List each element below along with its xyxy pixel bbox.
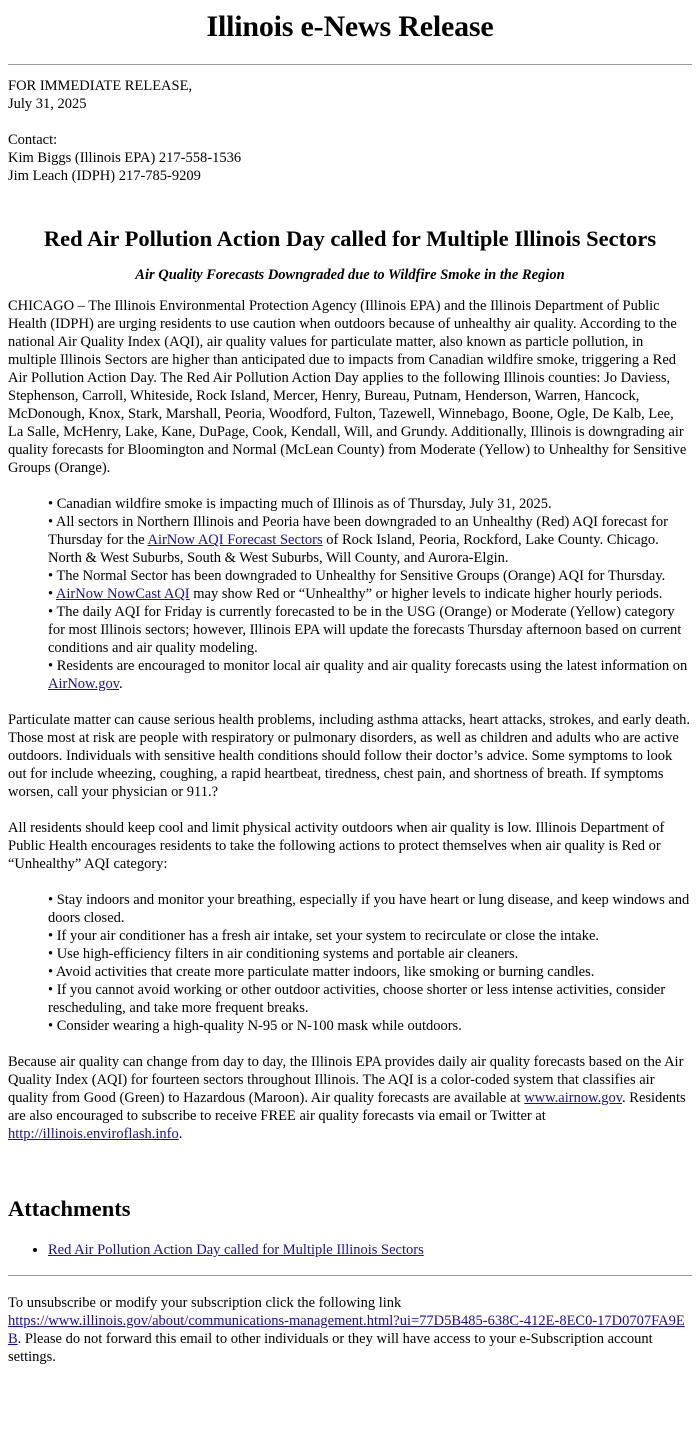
actions-paragraph: All residents should keep cool and limit physical activity outdoors when air quality is low. Illinois Department of Public Health encourages residents to take the following actions to protect themselves when air quality is Red or “Unhealthy” AQI category: [8,820,665,872]
email-body [0,8,700,1366]
list-item: • Use high-efficiency filters in air conditioning systems and portable air cleaners. [48,946,519,962]
list-item: • Canadian wildfire smoke is impacting much of Illinois as of Thursday, July 31, 2025. [48,496,552,512]
page-title: Illinois e-News Release [206,10,494,43]
unsubscribe-link[interactable]: https://www.illinois.gov/about/communications-management.html?ui=77D5B485-638C-412E-8EC0-17D0707FA9EB [8,1313,685,1347]
airnow-nowcast-link[interactable]: AirNow NowCast AQI [55,586,190,602]
list-item: • Stay indoors and monitor your breathing, especially if you have heart or lung disease, and keep windows and doors closed. [48,892,690,926]
airnow-link[interactable]: www.airnow.gov [524,1090,623,1106]
bottom-divider [8,1275,692,1276]
bullet-list-forecast [48,495,692,693]
list-item: • The daily AQI for Friday is currently forecasted to be in the USG (Orange) or Moderate (Yellow) category for most Illinois sectors; however, Illinois EPA will update the forecasts Thursday afternoon based on current conditions and air quality modeling. [48,604,682,656]
attachment-link[interactable]: Red Air Pollution Action Day called for Multiple Illinois Sectors [48,1242,424,1258]
list-item: • AirNow NowCast AQI may show Red or “Unhealthy” or higher levels to indicate higher hourly periods. [48,586,663,602]
attachments-heading: Attachments [8,1196,131,1221]
attachments-list [8,1241,692,1259]
bullet-list-actions [48,891,692,1035]
release-date: July 31, 2025 [8,96,87,112]
enviroflash-link[interactable]: http://illinois.enviroflash.info [8,1126,179,1142]
contact-label: Contact: [8,132,58,148]
list-item: • The Normal Sector has been downgraded to Unhealthy for Sensitive Groups (Orange) AQI for Thursday. [48,568,666,584]
contact-line: Kim Biggs (Illinois EPA) 217-558-1536 [8,150,242,166]
forecast-info-paragraph: Because air quality can change from day to day, the Illinois EPA provides daily air quality forecasts based on the Air Quality Index (AQI) for fourteen sectors throughout Illinois. The AQI is a color-coded system that classifies air quality from Good (Green) to Hazardous (Maroon). Air quality forecasts are available at www.airnow.gov. Residents are also encouraged to subscribe to receive FREE air quality forecasts via email or Twitter at http://illinois.enviroflash.info. [8,1054,686,1142]
list-item: • If your air conditioner has a fresh air intake, set your system to recirculate or close the intake. [48,928,600,944]
list-item: • Consider wearing a high-quality N-95 or N-100 mask while outdoors. [48,1018,462,1034]
unsubscribe-notice: To unsubscribe or modify your subscription click the following link https://www.illinois.gov/about/communications-management.html?ui=77D5B485-638C-412E-8EC0-17D0707FA9EB. Please do not forward this email to other individuals or they will have access to your e-Subscription account settings. [8,1295,685,1365]
airnow-forecast-sectors-link[interactable]: AirNow AQI Forecast Sectors [147,532,323,548]
list-item [48,1241,692,1259]
intro-paragraph: CHICAGO – The Illinois Environmental Protection Agency (Illinois EPA) and the Illinois Department of Public Health (IDPH) are urging residents to use caution when outdoors because of unhealthy air quality. According to the national Air Quality Index (AQI), air quality values for particulate matter, also known as particle pollution, in multiple Illinois Sectors are higher than anticipated due to impacts from Canadian wildfire smoke, triggering a Red Air Pollution Action Day. The Red Air Pollution Action Day applies to the following Illinois counties: Jo Daviess, Stephenson, Carroll, Whiteside, Rock Island, Mercer, Henry, Bureau, Putnam, Henderson, Warren, Hancock, McDonough, Knox, Stark, Marshall, Peoria, Woodford, Fulton, Tazewell, Winnebago, Boone, Ogle, De Kalb, Lee, La Salle, McHenry, Lake, Kane, DuPage, Cook, Kendall, Will, and Grundy. Additionally, Illinois is downgrading air quality forecasts for Bloomington and Normal (McLean County) from Moderate (Yellow) to Unhealthy for Sensitive Groups (Orange). [8,298,687,476]
top-divider [8,64,692,65]
release-meta [8,77,692,185]
article-subhead: Air Quality Forecasts Downgraded due to Wildfire Smoke in the Region [135,267,565,283]
contact-line: Jim Leach (IDPH) 217-785-9209 [8,168,201,184]
release-label: FOR IMMEDIATE RELEASE, [8,78,193,94]
list-item: • Avoid activities that create more particulate matter indoors, like smoking or burning candles. [48,964,595,980]
list-item: • All sectors in Northern Illinois and Peoria have been downgraded to an Unhealthy (Red) AQI forecast for Thursday for the AirNow AQI Forecast Sectors of Rock Island, Peoria, Rockford, Lake County. Chicago. North & West Suburbs, South & West Suburbs, Will County, and Aurora-Elgin. [48,514,668,566]
article-headline: Red Air Pollution Action Day called for Multiple Illinois Sectors [43,226,657,251]
health-paragraph: Particulate matter can cause serious health problems, including asthma attacks, heart attacks, strokes, and early death. Those most at risk are people with respiratory or pulmonary disorders, as well as children and adults who are active outdoors. Individuals with sensitive health conditions should follow their doctor’s advice. Some symptoms to look out for include wheezing, coughing, a rapid heartbeat, tiredness, chest pain, and shortness of breath. If symptoms worsen, call your physician or 911.? [8,712,691,800]
airnow-gov-link[interactable]: AirNow.gov [48,676,120,692]
list-item: • Residents are encouraged to monitor local air quality and air quality forecasts using the latest information on AirNow.gov. [48,658,688,692]
list-item: • If you cannot avoid working or other outdoor activities, choose shorter or less intense activities, consider rescheduling, and take more frequent breaks. [48,982,666,1016]
